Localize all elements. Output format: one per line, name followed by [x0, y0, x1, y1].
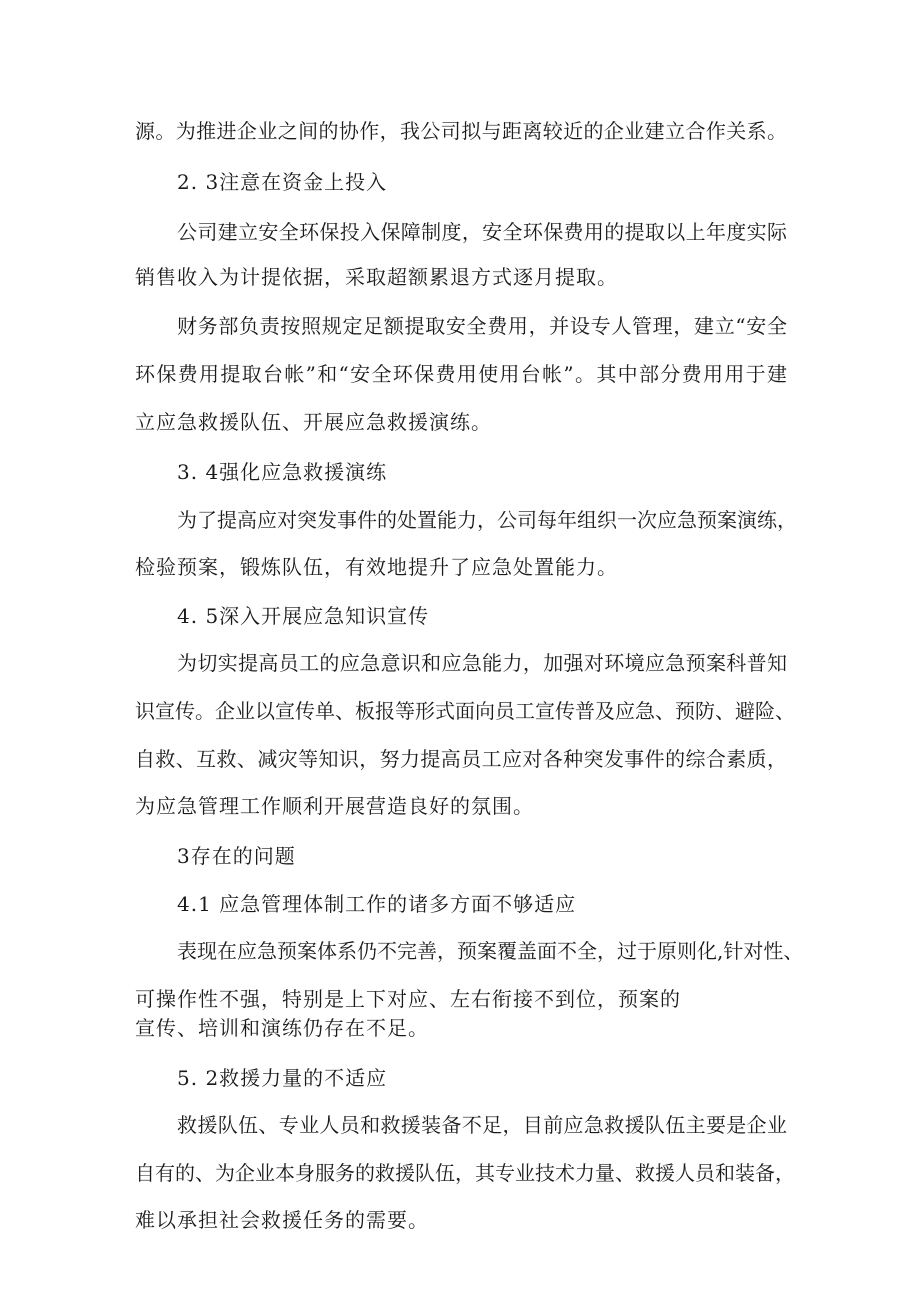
paragraph-line: 公司建立安全环保投入保障制度，安全环保费用的提取以上年度实际: [177, 220, 787, 244]
paragraph-line: 救援队伍、专业人员和救援装备不足，目前应急救援队伍主要是企业: [177, 1113, 787, 1137]
paragraph-line: 表现在应急预案体系仍不完善，预案覆盖面不全，过于原则化,针对性、: [177, 939, 804, 963]
paragraph-line: 识宣传。企业以宣传单、板报等形式面向员工宣传普及应急、预防、避险、: [135, 699, 795, 723]
paragraph-line: 环保费用提取台帐”和“安全环保费用使用台帐”。其中部分费用用于建: [135, 362, 787, 386]
paragraph-line: 宣传、培训和演练仍存在不足。: [135, 1016, 429, 1040]
section-heading: 4. 5深入开展应急知识宣传: [177, 604, 430, 628]
section-heading: 4.1 应急管理体制工作的诸多方面不够适应: [177, 892, 577, 916]
section-heading: 2. 3注意在资金上投入: [177, 170, 388, 194]
paragraph-line: 难以承担社会救援任务的需要。: [135, 1208, 429, 1232]
paragraph-line: 自有的、为企业本身服务的救援队伍，其专业技术力量、救援人员和装备，: [135, 1161, 795, 1185]
paragraph-line: 销售收入为计提依据，采取超额累退方式逐月提取。: [135, 265, 618, 289]
paragraph-line: 为切实提高员工的应急意识和应急能力，加强对环境应急预案科普知: [177, 651, 787, 675]
paragraph-line: 检验预案，锻炼队伍，有效地提升了应急处置能力。: [135, 555, 618, 579]
paragraph-line: 可操作性不强，特别是上下对应、左右衔接不到位，预案的: [135, 987, 681, 1011]
paragraph-line: 源。为推进企业之间的协作，我公司拟与距离较近的企业建立合作关系。: [135, 119, 787, 143]
section-heading: 3存在的问题: [177, 844, 296, 868]
paragraph-line: 自救、互救、减灾等知识，努力提高员工应对各种突发事件的综合素质，: [135, 747, 787, 771]
paragraph-line: 财务部负责按照规定足额提取安全费用，并设专人管理，建立“安全: [177, 314, 787, 338]
paragraph-line: 为应急管理工作顺利开展营造良好的氛围。: [135, 794, 534, 818]
paragraph-line: 立应急救援队伍、开展应急救援演练。: [135, 410, 492, 434]
paragraph-line: 为了提高应对突发事件的处置能力，公司每年组织一次应急预案演练，: [177, 508, 797, 532]
section-heading: 3. 4强化应急救援演练: [177, 460, 388, 484]
section-heading: 5. 2救援力量的不适应: [177, 1066, 388, 1090]
